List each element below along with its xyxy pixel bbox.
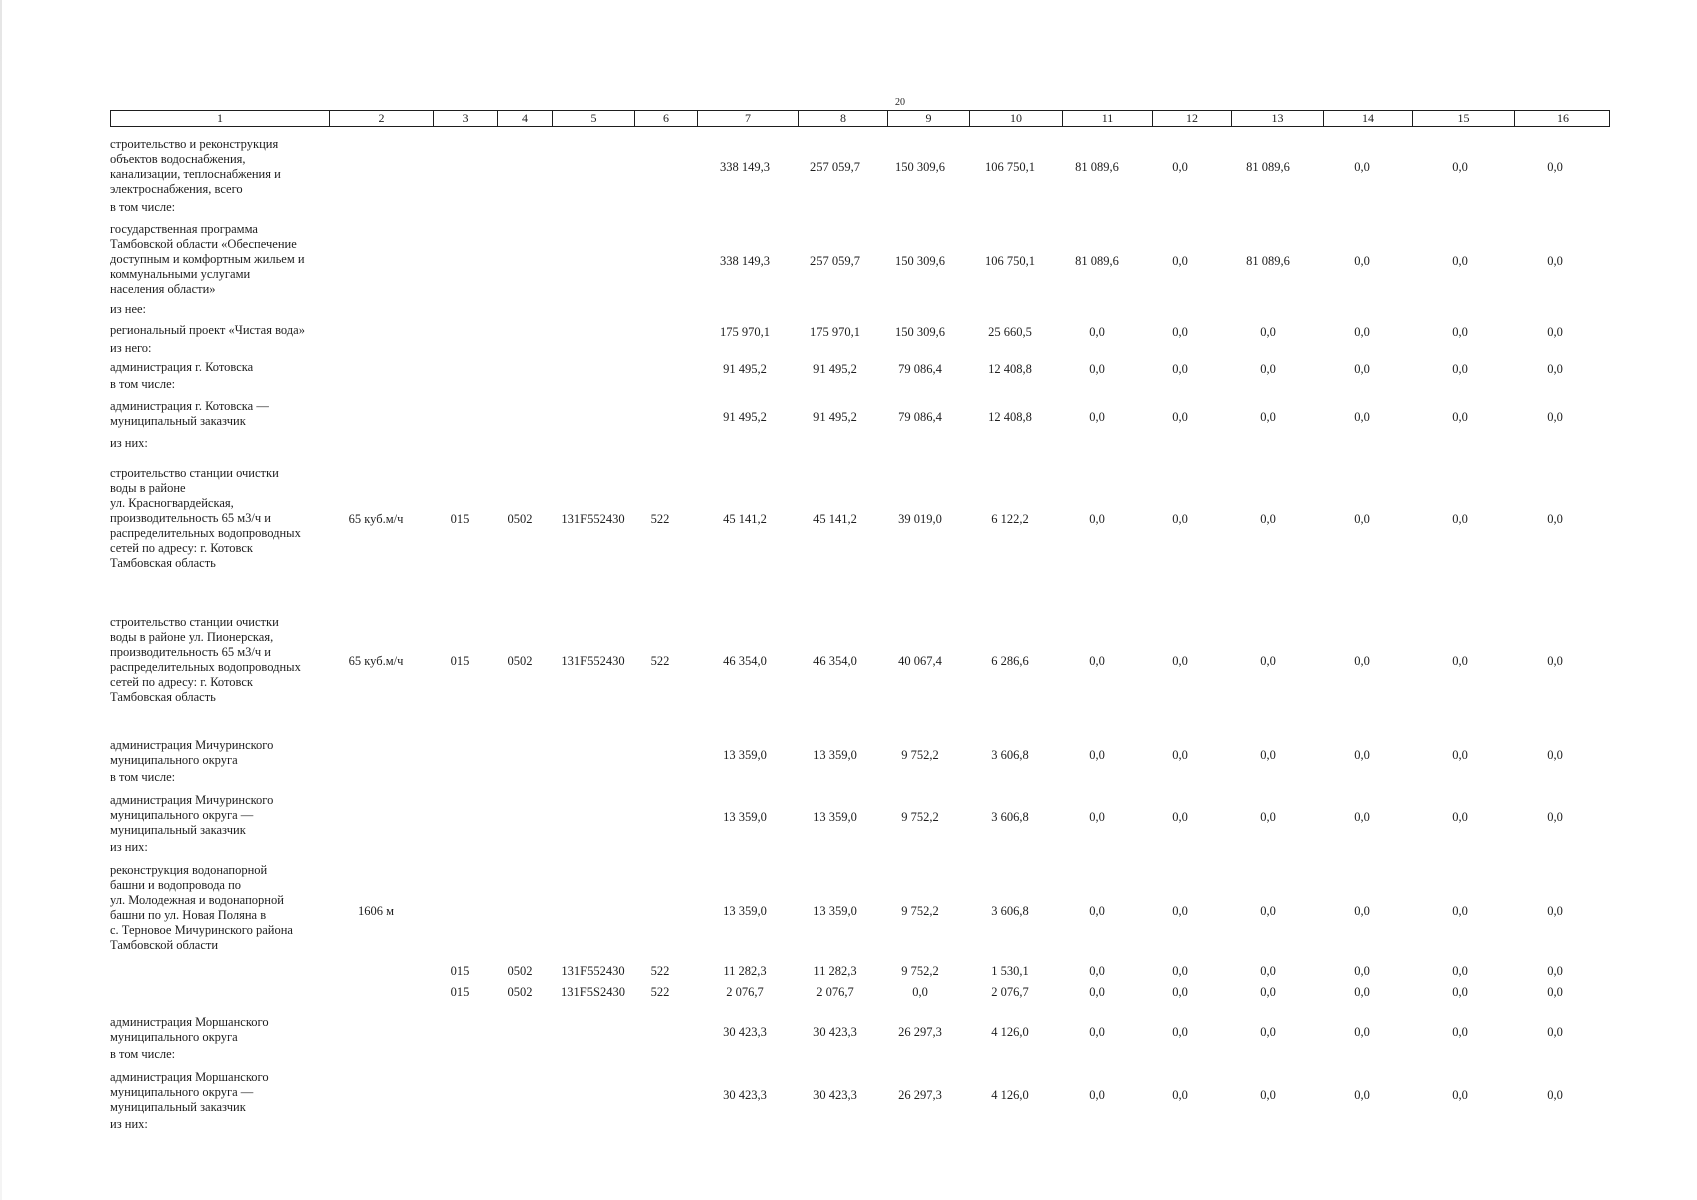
row-value-col-11: 0,0 <box>1089 1088 1105 1102</box>
row-value-col-16: 0,0 <box>1547 254 1563 268</box>
row-value-col-9: 79 086,4 <box>898 362 942 376</box>
row-value-col-10: 6 286,6 <box>991 654 1029 668</box>
row-code-c4: 0502 <box>507 964 533 978</box>
row-value-col-15: 0,0 <box>1452 254 1468 268</box>
row-code-c2: 1606 м <box>357 904 395 918</box>
header-cell-col-15: 15 <box>1412 111 1514 126</box>
row-value-col-14: 0,0 <box>1354 985 1370 999</box>
row-label: из него: <box>110 341 152 355</box>
row-value-col-15: 0,0 <box>1452 325 1468 339</box>
row-value-col-7: 30 423,3 <box>723 1025 767 1039</box>
scan-edge <box>0 0 2 1200</box>
row-value-col-12: 0,0 <box>1172 904 1188 918</box>
header-cell-col-11: 11 <box>1062 111 1152 126</box>
row-value-col-16: 0,0 <box>1547 654 1563 668</box>
row-value-col-10: 4 126,0 <box>991 1088 1029 1102</box>
row-value-col-14: 0,0 <box>1354 254 1370 268</box>
row-value-col-15: 0,0 <box>1452 160 1468 174</box>
row-value-col-7: 11 282,3 <box>723 964 767 978</box>
row-label: строительство станции очистки воды в районе ул. Красногвардейская, производительность 65 м3/ч и распределительных водопроводных сетей по адресу: г. Котовск Тамбовская область <box>110 466 301 570</box>
row-value-col-10: 6 122,2 <box>991 512 1029 526</box>
row-value-col-8: 257 059,7 <box>810 160 860 174</box>
row-value-col-13: 0,0 <box>1260 904 1276 918</box>
row-label: администрация Мичуринского муниципального округа — муниципальный заказчик <box>110 793 274 837</box>
row-value-col-11: 0,0 <box>1089 410 1105 424</box>
header-cell-col-2: 2 <box>329 111 433 126</box>
row-value-col-12: 0,0 <box>1172 254 1188 268</box>
row-value-col-7: 91 495,2 <box>723 410 767 424</box>
row-value-col-13: 0,0 <box>1260 748 1276 762</box>
row-value-col-13: 0,0 <box>1260 964 1276 978</box>
row-value-col-10: 106 750,1 <box>985 160 1035 174</box>
row-value-col-7: 2 076,7 <box>726 985 764 999</box>
header-cell-col-1: 1 <box>217 111 223 125</box>
row-label: строительство и реконструкция объектов водоснабжения, канализации, теплоснабжения и электроснабжения, всего <box>110 137 281 196</box>
header-cell-col-6: 6 <box>634 111 697 126</box>
row-value-col-12: 0,0 <box>1172 325 1188 339</box>
row-value-col-16: 0,0 <box>1547 362 1563 376</box>
row-value-col-16: 0,0 <box>1547 1088 1563 1102</box>
row-value-col-9: 26 297,3 <box>898 1025 942 1039</box>
row-code-c3: 015 <box>450 512 470 526</box>
row-value-col-10: 106 750,1 <box>985 254 1035 268</box>
row-value-col-11: 0,0 <box>1089 325 1105 339</box>
row-value-col-12: 0,0 <box>1172 1088 1188 1102</box>
row-label: администрация Мичуринского муниципального округа <box>110 738 274 767</box>
row-value-col-13: 0,0 <box>1260 362 1276 376</box>
row-code-c5: 131F552430 <box>561 654 625 668</box>
row-code-c3: 015 <box>450 985 470 999</box>
row-label: из них: <box>110 1117 148 1131</box>
row-value-col-10: 4 126,0 <box>991 1025 1029 1039</box>
row-value-col-12: 0,0 <box>1172 1025 1188 1039</box>
row-label: администрация Моршанского муниципального округа — муниципальный заказчик <box>110 1070 269 1114</box>
row-value-col-8: 257 059,7 <box>810 254 860 268</box>
row-value-col-10: 12 408,8 <box>988 362 1032 376</box>
header-cell-col-16: 16 <box>1514 111 1611 126</box>
row-code-c5: 131F5S2430 <box>561 985 625 999</box>
row-value-col-14: 0,0 <box>1354 748 1370 762</box>
row-value-col-13: 0,0 <box>1260 654 1276 668</box>
row-value-col-16: 0,0 <box>1547 160 1563 174</box>
page-number: 20 <box>895 97 905 108</box>
row-value-col-9: 26 297,3 <box>898 1088 942 1102</box>
row-value-col-11: 0,0 <box>1089 810 1105 824</box>
row-code-c3: 015 <box>450 964 470 978</box>
row-code-c2: 65 куб.м/ч <box>348 654 404 668</box>
row-value-col-12: 0,0 <box>1172 985 1188 999</box>
row-value-col-14: 0,0 <box>1354 410 1370 424</box>
row-value-col-11: 0,0 <box>1089 1025 1105 1039</box>
row-value-col-9: 9 752,2 <box>901 810 939 824</box>
row-value-col-9: 150 309,6 <box>895 254 945 268</box>
row-value-col-16: 0,0 <box>1547 964 1563 978</box>
row-value-col-7: 338 149,3 <box>720 160 770 174</box>
row-value-col-7: 175 970,1 <box>720 325 770 339</box>
row-value-col-11: 81 089,6 <box>1075 160 1119 174</box>
row-value-col-10: 12 408,8 <box>988 410 1032 424</box>
row-label: администрация г. Котовска — муниципальный заказчик <box>110 399 269 428</box>
row-label: в том числе: <box>110 377 176 391</box>
row-value-col-13: 81 089,6 <box>1246 254 1290 268</box>
header-cell-col-13: 13 <box>1231 111 1323 126</box>
row-value-col-15: 0,0 <box>1452 748 1468 762</box>
row-value-col-7: 13 359,0 <box>723 748 767 762</box>
header-cell-col-4: 4 <box>497 111 552 126</box>
row-value-col-11: 0,0 <box>1089 654 1105 668</box>
row-label: администрация Моршанского муниципального округа <box>110 1015 269 1044</box>
row-value-col-14: 0,0 <box>1354 654 1370 668</box>
row-value-col-9: 9 752,2 <box>901 904 939 918</box>
row-value-col-15: 0,0 <box>1452 410 1468 424</box>
row-value-col-14: 0,0 <box>1354 1025 1370 1039</box>
row-value-col-16: 0,0 <box>1547 904 1563 918</box>
row-value-col-7: 13 359,0 <box>723 810 767 824</box>
row-code-c6: 522 <box>650 964 670 978</box>
row-value-col-13: 0,0 <box>1260 810 1276 824</box>
row-label: в том числе: <box>110 200 176 214</box>
row-label: в том числе: <box>110 1047 176 1061</box>
row-value-col-7: 30 423,3 <box>723 1088 767 1102</box>
row-value-col-10: 3 606,8 <box>991 904 1029 918</box>
row-value-col-15: 0,0 <box>1452 964 1468 978</box>
row-value-col-15: 0,0 <box>1452 654 1468 668</box>
row-value-col-13: 0,0 <box>1260 1088 1276 1102</box>
row-label: администрация г. Котовска <box>110 360 254 374</box>
row-value-col-8: 13 359,0 <box>813 810 857 824</box>
row-value-col-12: 0,0 <box>1172 810 1188 824</box>
row-value-col-14: 0,0 <box>1354 160 1370 174</box>
column-number-header <box>110 110 1610 127</box>
header-cell-col-5: 5 <box>552 111 634 126</box>
row-code-c4: 0502 <box>507 985 533 999</box>
row-code-c2: 65 куб.м/ч <box>348 512 404 526</box>
row-value-col-15: 0,0 <box>1452 904 1468 918</box>
row-value-col-8: 46 354,0 <box>813 654 857 668</box>
row-value-col-12: 0,0 <box>1172 654 1188 668</box>
row-value-col-14: 0,0 <box>1354 904 1370 918</box>
row-value-col-11: 0,0 <box>1089 512 1105 526</box>
row-value-col-8: 91 495,2 <box>813 410 857 424</box>
row-value-col-16: 0,0 <box>1547 512 1563 526</box>
row-value-col-13: 0,0 <box>1260 512 1276 526</box>
row-value-col-13: 0,0 <box>1260 985 1276 999</box>
header-cell-col-12: 12 <box>1152 111 1231 126</box>
row-code-c6: 522 <box>650 654 670 668</box>
row-value-col-14: 0,0 <box>1354 325 1370 339</box>
row-value-col-7: 13 359,0 <box>723 904 767 918</box>
row-value-col-13: 0,0 <box>1260 325 1276 339</box>
row-value-col-11: 81 089,6 <box>1075 254 1119 268</box>
row-value-col-13: 81 089,6 <box>1246 160 1290 174</box>
row-value-col-9: 9 752,2 <box>901 748 939 762</box>
row-value-col-14: 0,0 <box>1354 512 1370 526</box>
row-value-col-12: 0,0 <box>1172 512 1188 526</box>
row-label: региональный проект «Чистая вода» <box>110 323 305 337</box>
row-value-col-15: 0,0 <box>1452 512 1468 526</box>
row-value-col-15: 0,0 <box>1452 985 1468 999</box>
header-cell-col-14: 14 <box>1323 111 1412 126</box>
row-value-col-8: 13 359,0 <box>813 748 857 762</box>
row-value-col-11: 0,0 <box>1089 964 1105 978</box>
row-value-col-16: 0,0 <box>1547 325 1563 339</box>
row-value-col-10: 2 076,7 <box>991 985 1029 999</box>
row-value-col-14: 0,0 <box>1354 964 1370 978</box>
row-label: в том числе: <box>110 770 176 784</box>
row-value-col-12: 0,0 <box>1172 410 1188 424</box>
row-value-col-10: 25 660,5 <box>988 325 1032 339</box>
row-value-col-16: 0,0 <box>1547 1025 1563 1039</box>
row-label: строительство станции очистки воды в районе ул. Пионерская, производительность 65 м3/ч и распределительных водопроводных сетей по адресу: г. Котовск Тамбовская область <box>110 615 301 704</box>
row-label: из нее: <box>110 302 147 316</box>
row-label: из них: <box>110 436 148 450</box>
row-label: из них: <box>110 840 148 854</box>
row-value-col-9: 39 019,0 <box>898 512 942 526</box>
row-code-c6: 522 <box>650 985 670 999</box>
row-value-col-8: 11 282,3 <box>813 964 857 978</box>
row-value-col-12: 0,0 <box>1172 362 1188 376</box>
row-value-col-11: 0,0 <box>1089 748 1105 762</box>
row-value-col-10: 3 606,8 <box>991 748 1029 762</box>
row-code-c5: 131F552430 <box>561 512 625 526</box>
row-code-c3: 015 <box>450 654 470 668</box>
row-code-c6: 522 <box>650 512 670 526</box>
row-value-col-11: 0,0 <box>1089 904 1105 918</box>
row-value-col-7: 338 149,3 <box>720 254 770 268</box>
row-value-col-14: 0,0 <box>1354 1088 1370 1102</box>
header-cell-col-7: 7 <box>697 111 798 126</box>
row-label: государственная программа Тамбовской области «Обеспечение доступным и комфортным жильем и коммунальными услугами населения области» <box>110 222 305 296</box>
row-code-c4: 0502 <box>507 512 533 526</box>
row-label: реконструкция водонапорной башни и водопровода по ул. Молодежная и водонапорной башни по ул. Новая Поляна в с. Терновое Мичуринского района Тамбовской области <box>110 863 293 952</box>
row-value-col-7: 91 495,2 <box>723 362 767 376</box>
row-value-col-15: 0,0 <box>1452 810 1468 824</box>
row-value-col-16: 0,0 <box>1547 810 1563 824</box>
row-value-col-10: 3 606,8 <box>991 810 1029 824</box>
row-value-col-8: 13 359,0 <box>813 904 857 918</box>
row-value-col-7: 45 141,2 <box>723 512 767 526</box>
header-cell-col-9: 9 <box>887 111 969 126</box>
row-value-col-9: 40 067,4 <box>898 654 942 668</box>
row-value-col-12: 0,0 <box>1172 964 1188 978</box>
row-value-col-9: 79 086,4 <box>898 410 942 424</box>
row-value-col-11: 0,0 <box>1089 985 1105 999</box>
row-value-col-15: 0,0 <box>1452 1088 1468 1102</box>
row-value-col-8: 30 423,3 <box>813 1088 857 1102</box>
row-value-col-12: 0,0 <box>1172 748 1188 762</box>
row-value-col-8: 45 141,2 <box>813 512 857 526</box>
row-code-c5: 131F552430 <box>561 964 625 978</box>
row-value-col-14: 0,0 <box>1354 810 1370 824</box>
row-value-col-8: 2 076,7 <box>816 985 854 999</box>
row-value-col-10: 1 530,1 <box>991 964 1029 978</box>
row-value-col-8: 175 970,1 <box>810 325 860 339</box>
row-value-col-9: 150 309,6 <box>895 160 945 174</box>
row-value-col-16: 0,0 <box>1547 748 1563 762</box>
row-code-c4: 0502 <box>507 654 533 668</box>
header-cell-col-10: 10 <box>969 111 1062 126</box>
row-value-col-16: 0,0 <box>1547 410 1563 424</box>
header-cell-col-3: 3 <box>433 111 497 126</box>
row-value-col-8: 30 423,3 <box>813 1025 857 1039</box>
row-value-col-9: 0,0 <box>912 985 928 999</box>
row-value-col-9: 9 752,2 <box>901 964 939 978</box>
row-value-col-13: 0,0 <box>1260 1025 1276 1039</box>
header-cell-col-8: 8 <box>798 111 887 126</box>
row-value-col-7: 46 354,0 <box>723 654 767 668</box>
row-value-col-8: 91 495,2 <box>813 362 857 376</box>
row-value-col-9: 150 309,6 <box>895 325 945 339</box>
row-value-col-12: 0,0 <box>1172 160 1188 174</box>
row-value-col-11: 0,0 <box>1089 362 1105 376</box>
row-value-col-15: 0,0 <box>1452 362 1468 376</box>
row-value-col-16: 0,0 <box>1547 985 1563 999</box>
row-value-col-14: 0,0 <box>1354 362 1370 376</box>
row-value-col-15: 0,0 <box>1452 1025 1468 1039</box>
row-value-col-13: 0,0 <box>1260 410 1276 424</box>
